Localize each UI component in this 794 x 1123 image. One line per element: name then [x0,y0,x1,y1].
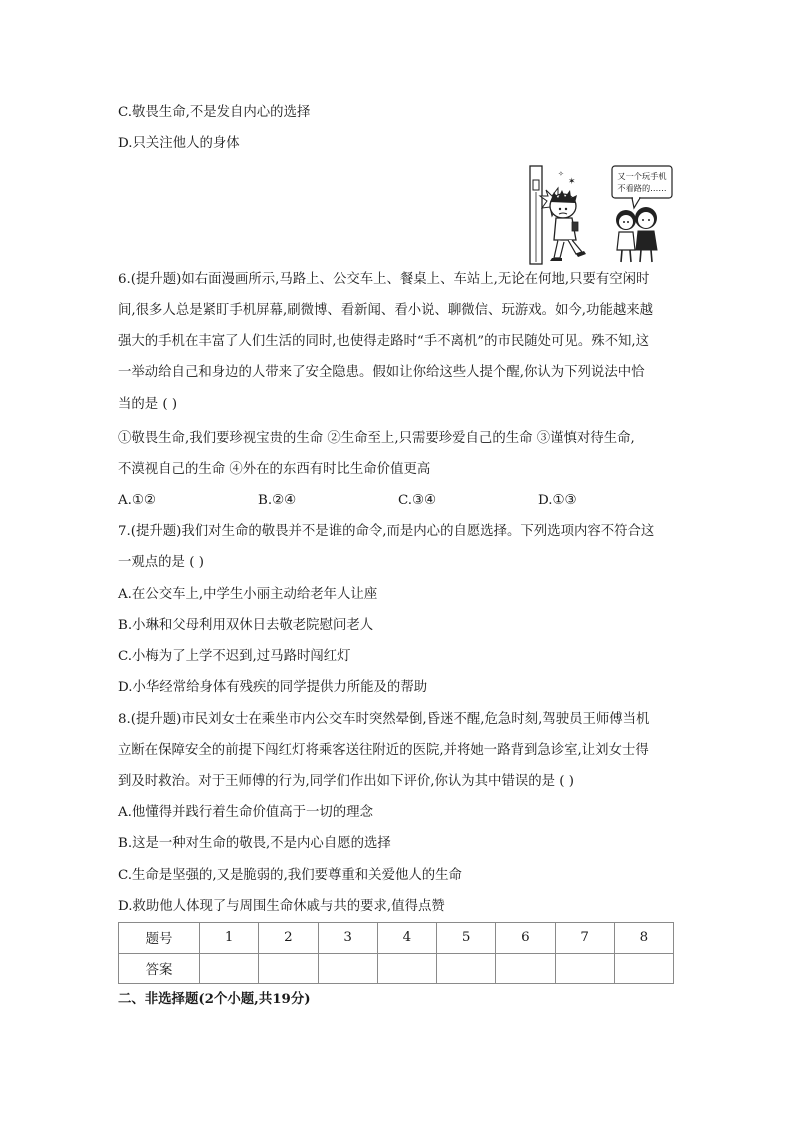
speech-line-1: 又一个玩手机 [617,171,667,181]
q6-option-c: C.③④ [398,493,437,508]
section-heading-non-choice: 二、非选择题(2个小题,共19分) [118,991,311,1007]
phone-walking-cartoon [528,162,676,266]
question-number-cell: 8 [614,923,673,954]
answer-cell[interactable] [614,953,673,984]
question-number-row [119,923,674,954]
answer-row [119,953,674,984]
q5-option-d: D.只关注他人的身体 [118,136,240,151]
q8-option-a: A.他懂得并践行着生命价值高于一切的理念 [118,805,373,820]
q8-option-d: D.救助他人体现了与周围生命休戚与共的要求,值得点赞 [118,899,445,914]
q6-option-d: D.①③ [538,493,577,508]
q8-stem-line-2: 立断在保障安全的前提下闯红灯将乘客送往附近的医院,并将她一路背到急诊室,让刘女士得 [118,743,649,758]
q6-stem-line-5: 当的是 ( ) [118,397,178,412]
q7-option-a: A.在公交车上,中学生小丽主动给老年人让座 [118,587,378,602]
q7-option-b: B.小琳和父母利用双休日去敬老院慰问老人 [118,618,374,633]
q8-option-c: C.生命是坚强的,又是脆弱的,我们要尊重和关爱他人的生命 [118,868,462,883]
q7-option-d: D.小华经常给身体有残疾的同学提供力所能及的帮助 [118,680,428,695]
answer-table [118,922,674,984]
q6-statements-line-2: 不漠视自己的生命 ④外在的东西有时比生命价值更高 [118,462,431,477]
answer-cell[interactable] [377,953,436,984]
q7-stem-line-1: 7.(提升题)我们对生命的敬畏并不是谁的命令,而是内心的自愿选择。下列选项内容不符合这 [118,524,655,539]
answer-cell[interactable] [200,953,259,984]
svg-text:✧: ✧ [558,170,564,178]
q6-stem-line-1: 6.(提升题)如右面漫画所示,马路上、公交车上、餐桌上、车站上,无论在何地,只要有空闲时 [118,272,650,287]
question-number-cell: 3 [318,923,377,954]
answer-cell[interactable] [259,953,318,984]
q6-stem-line-2: 间,很多人总是紧盯手机屏幕,刷微博、看新闻、看小说、聊微信、玩游戏。如今,功能越来越 [118,303,654,318]
question-number-cell: 5 [437,923,496,954]
question-number-cell: 6 [496,923,555,954]
answer-cell[interactable] [496,953,555,984]
question-number-cell: 2 [259,923,318,954]
q5-option-c: C.敬畏生命,不是发自内心的选择 [118,105,311,120]
question-number-label: 题号 [119,923,200,954]
question-number-cell: 4 [377,923,436,954]
question-number-cell: 7 [555,923,614,954]
svg-text:✶: ✶ [568,177,576,187]
speech-line-2: 不看路的…… [617,183,667,193]
answer-cell[interactable] [437,953,496,984]
q6-statements-line-1: ①敬畏生命,我们要珍视宝贵的生命 ②生命至上,只需要珍爱自己的生命 ③谨慎对待生命, [118,431,635,446]
question-number-cell: 1 [200,923,259,954]
answer-label: 答案 [119,953,200,984]
q6-stem-line-3: 强大的手机在丰富了人们生活的同时,也使得走路时“手不离机”的市民随处可见。殊不知,这 [118,334,650,349]
answer-cell[interactable] [555,953,614,984]
q8-stem-line-3: 到及时救治。对于王师傅的行为,同学们作出如下评价,你认为其中错误的是 ( ) [118,774,574,789]
q6-option-b: B.②④ [258,493,297,508]
q6-option-a: A.①② [118,493,156,508]
q8-stem-line-1: 8.(提升题)市民刘女士在乘坐市内公交车时突然晕倒,昏迷不醒,危急时刻,驾驶员王师傅当机 [118,712,650,727]
q7-option-c: C.小梅为了上学不迟到,过马路时闯红灯 [118,649,351,664]
q7-stem-line-2: 一观点的是 ( ) [118,555,204,570]
q6-stem-line-4: 一举动给自己和身边的人带来了安全隐患。假如让你给这些人提个醒,你认为下列说法中恰 [118,365,645,380]
q8-option-b: B.这是一种对生命的敬畏,不是内心自愿的选择 [118,836,391,851]
answer-cell[interactable] [318,953,377,984]
